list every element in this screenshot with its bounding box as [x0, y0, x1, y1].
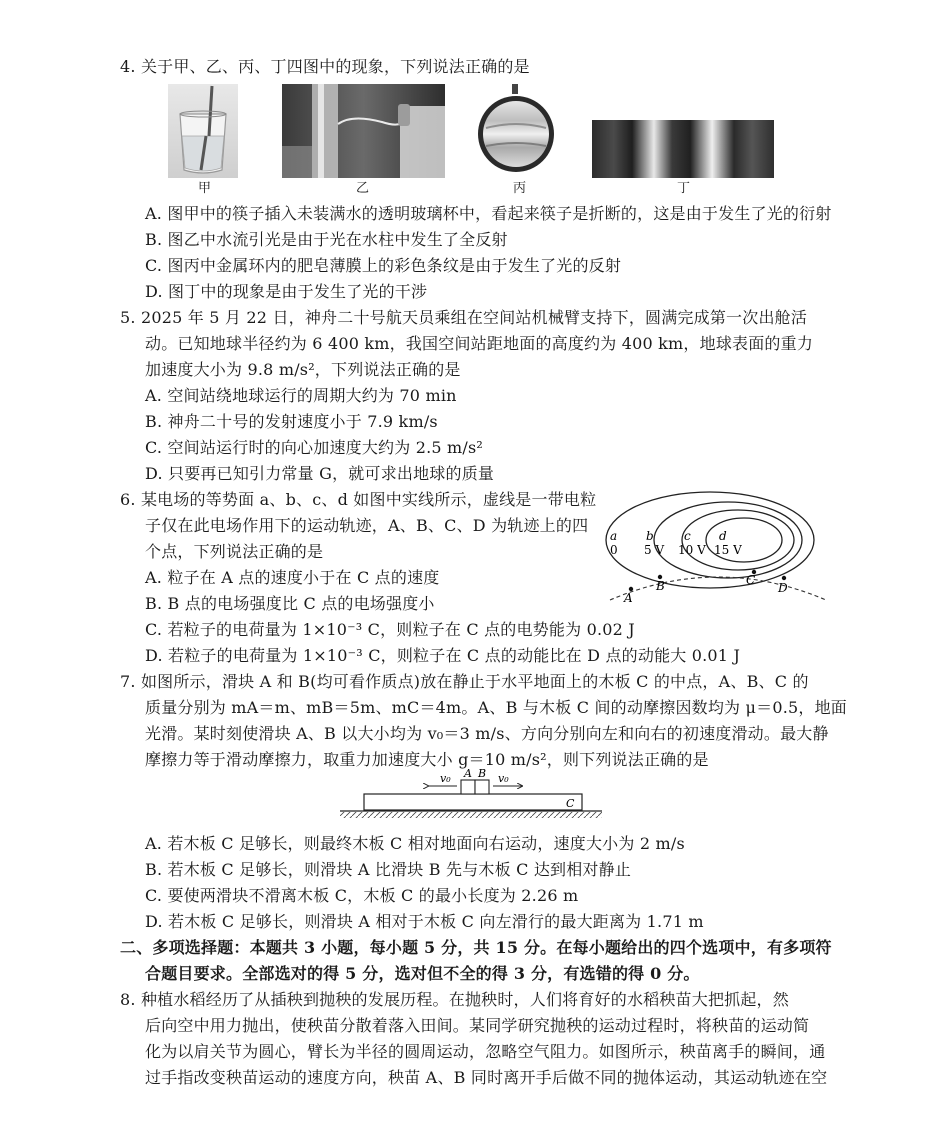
- q4-option-b: B. 图乙中水流引光是由于光在水柱中发生了全反射: [145, 230, 508, 249]
- potential-label-b: 5 V: [644, 543, 665, 557]
- q6-option-a: A. 粒子在 A 点的速度小于在 C 点的速度: [145, 568, 440, 587]
- point-label-a: A: [624, 591, 633, 605]
- surface-b: [654, 502, 802, 578]
- q6-option-d: D. 若粒子的电荷量为 1×10⁻³ C，则粒子在 C 点的动能比在 D 点的动能大 0.01 J: [145, 646, 741, 665]
- q6-option-c: C. 若粒子的电荷量为 1×10⁻³ C，则粒子在 C 点的电势能为 0.02 J: [145, 620, 635, 639]
- q5-option-d: D. 只要再已知引力常量 G，就可求出地球的质量: [145, 464, 495, 483]
- surface-label-a: a: [610, 529, 618, 543]
- q4-caption-bing: 丙: [513, 181, 527, 196]
- q7-option-b: B. 若木板 C 足够长，则滑块 A 比滑块 B 先与木板 C 达到相对静止: [145, 860, 632, 879]
- q8-stem-line-1: 8. 种植水稻经历了从插秧到抛秧的发展历程。在抛秧时，人们将育好的水稻秧苗大把抓起，然: [120, 990, 789, 1009]
- q4-caption-ding: 丁: [677, 181, 691, 196]
- q4-option-a: A. 图甲中的筷子插入未装满水的透明玻璃杯中，看起来筷子是折断的，这是由于发生了光的衍射: [145, 204, 832, 223]
- label-b: B: [478, 767, 487, 780]
- q7-option-a: A. 若木板 C 足够长，则最终木板 C 相对地面向右运动，速度大小为 2 m/s: [145, 834, 685, 853]
- section2-heading-line-2: 合题目要求。全部选对的得 5 分，选对但不全的得 3 分，有选错的得 0 分。: [145, 964, 700, 983]
- q7-stem-line-2: 质量分别为 mA＝m、mB＝5m、mC＝4m。A、B 与木板 C 间的动摩擦因数均为 μ＝0.5，地面: [145, 698, 847, 717]
- q4-caption-yi: 乙: [356, 181, 370, 196]
- q4-stem: 4. 关于甲、乙、丙、丁四图中的现象，下列说法正确的是: [120, 57, 530, 76]
- q7-stem-line-3: 光滑。某时刻使滑块 A、B 以大小均为 v₀＝3 m/s、方向分别向左和向右的初速度滑动。最大静: [145, 724, 829, 743]
- q4-caption-jia: 甲: [198, 181, 212, 196]
- q8-stem-line-4: 过手指改变秧苗运动的速度方向，秧苗 A、B 同时离开手后做不同的抛体运动，其运动轨迹在空: [145, 1068, 828, 1087]
- q4-photo-bing: [476, 84, 556, 178]
- label-c: C: [566, 797, 575, 810]
- q4-option-d: D. 图丁中的现象是由于发生了光的干涉: [145, 282, 428, 301]
- potential-label-a: 0: [610, 543, 618, 557]
- section2-heading-line-1: 二、多项选择题：本题共 3 小题，每小题 5 分，共 15 分。在每小题给出的四个选项中，有多项符: [120, 938, 832, 957]
- surface-a: [606, 492, 814, 588]
- surface-label-b: b: [646, 529, 654, 543]
- q5-option-a: A. 空间站绕地球运行的周期大约为 70 min: [145, 386, 457, 405]
- q8-stem-line-2: 后向空中用力抛出，使秧苗分散着落入田间。某同学研究抛秧的运动过程时，将秧苗的运动简: [145, 1016, 810, 1035]
- surface-label-d: d: [719, 529, 727, 543]
- q4-photo-jia: [168, 84, 238, 178]
- q5-option-b: B. 神舟二十号的发射速度小于 7.9 km/s: [145, 412, 438, 431]
- velocity-label-left: v₀: [440, 772, 451, 785]
- q7-option-c: C. 要使两滑块不滑离木板 C，木板 C 的最小长度为 2.26 m: [145, 886, 579, 905]
- q7-stem-line-1: 7. 如图所示，滑块 A 和 B(均可看作质点)放在静止于水平地面上的木板 C 的中点，A、B、C 的: [120, 672, 809, 691]
- q5-option-c: C. 空间站运行时的向心加速度大约为 2.5 m/s²: [145, 438, 484, 457]
- q5-stem-line-1: 5. 2025 年 5 月 22 日，神舟二十号航天员乘组在空间站机械臂支持下，圆满完成第一次出舱活: [120, 308, 808, 327]
- surface-label-c: c: [684, 529, 691, 543]
- q5-stem-line-2: 动。已知地球半径约为 6 400 km，我国空间站距地面的高度约为 400 km，地球表面的重力: [145, 334, 814, 353]
- velocity-label-right: v₀: [498, 772, 509, 785]
- q7-board-figure: [340, 767, 610, 828]
- point-label-d: D: [778, 581, 788, 595]
- q7-stem-line-4: 摩擦力等于滑动摩擦力，取重力加速度大小 g＝10 m/s²，则下列说法正确的是: [145, 750, 709, 769]
- block-b: [475, 780, 489, 794]
- q6-stem-line-3: 个点，下列说法正确的是: [145, 542, 324, 561]
- q6-option-b: B. B 点的电场强度比 C 点的电场强度小: [145, 594, 435, 613]
- q7-option-d: D. 若木板 C 足够长，则滑块 A 相对于木板 C 向左滑行的最大距离为 1.71 m: [145, 912, 704, 931]
- label-a: A: [464, 767, 472, 780]
- q5-stem-line-3: 加速度大小为 9.8 m/s²，下列说法正确的是: [145, 360, 461, 379]
- potential-label-d: 15 V: [714, 543, 742, 557]
- block-a: [461, 780, 475, 794]
- q4-photo-ding: [592, 120, 774, 178]
- q4-photo-yi: [282, 84, 445, 178]
- potential-label-c: 10 V: [678, 543, 706, 557]
- q6-stem-line-2: 子仅在此电场作用下的运动轨迹，A、B、C、D 为轨迹上的四: [145, 516, 589, 535]
- q6-equipotential-figure: [598, 488, 832, 608]
- point-label-b: B: [656, 579, 665, 593]
- q4-option-c: C. 图丙中金属环内的肥皂薄膜上的彩色条纹是由于发生了光的反射: [145, 256, 622, 275]
- point-label-c: C: [746, 573, 756, 587]
- surface-c: [682, 510, 794, 570]
- q8-stem-line-3: 化为以肩关节为圆心，臂长为半径的圆周运动，忽略空气阻力。如图所示，秧苗离手的瞬间，通: [145, 1042, 826, 1061]
- board-c: [364, 794, 582, 810]
- q6-stem-line-1: 6. 某电场的等势面 a、b、c、d 如图中实线所示，虚线是一带电粒: [120, 490, 597, 509]
